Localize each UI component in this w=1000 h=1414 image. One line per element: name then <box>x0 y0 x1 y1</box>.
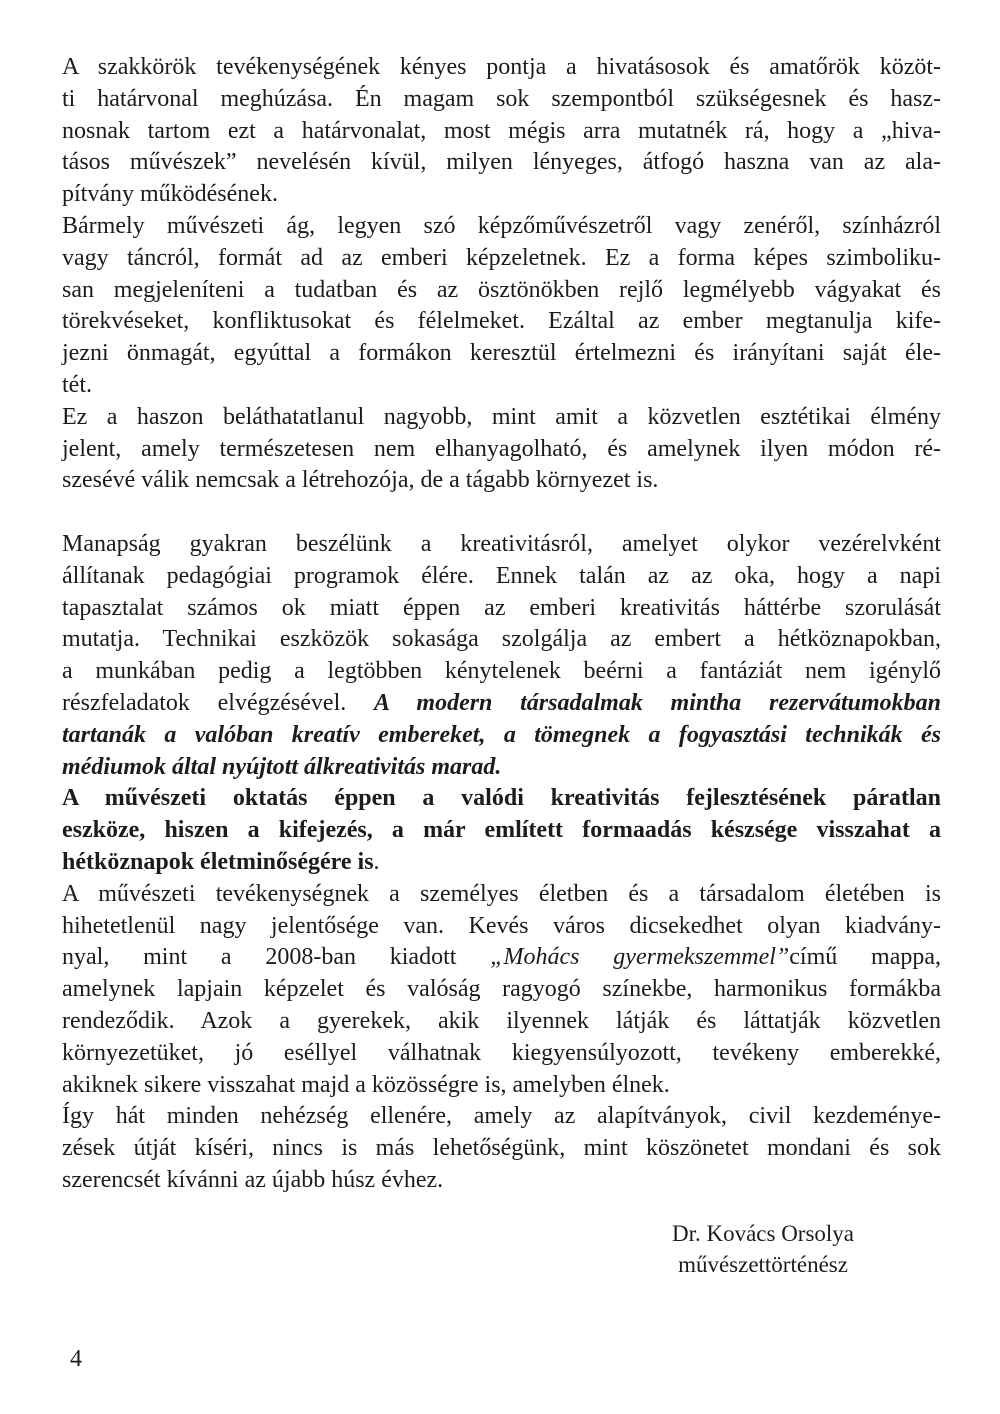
text-segment: nosnak tartom ezt a határvonalat, most mégis arra mutatnék rá, hogy a „hiva- <box>62 117 941 144</box>
text-segment: tásos művészek” nevelésén kívül, milyen lényeges, átfogó haszna van az ala- <box>62 149 941 176</box>
text-segment: hétköznapok életminőségére is <box>62 848 374 875</box>
text-line <box>62 116 941 148</box>
text-segment: . <box>373 848 380 875</box>
text-line <box>62 84 941 116</box>
text-segment: szerencsét kívánni az újabb húsz évhez. <box>62 1166 444 1193</box>
text-segment: mutatja. Technikai eszközök sokasága szolgálja az embert a hétköznapokban, <box>62 626 941 653</box>
page-number: 4 <box>70 1346 82 1372</box>
paragraph <box>62 1101 941 1196</box>
text-line <box>62 1133 941 1165</box>
text-line <box>62 815 941 847</box>
text-segment: részfeladatok elvégzésével. <box>62 689 374 716</box>
text-segment: zések útját kíséri, nincs is más lehetőségünk, mint köszönetet mondani és sok <box>62 1135 941 1162</box>
text-line <box>62 752 941 784</box>
text-line <box>62 624 941 656</box>
text-segment: című mappa, <box>789 944 941 971</box>
paragraph <box>62 529 941 783</box>
text-line <box>62 1006 941 1038</box>
text-line <box>62 275 941 307</box>
text-segment: A modern társadalmak mintha rezervátumokban <box>373 689 941 716</box>
text-line <box>62 879 941 911</box>
text-line <box>62 847 941 879</box>
text-line <box>62 402 941 434</box>
text-segment: törekvéseket, konfliktusokat és félelmeket. Ezáltal az ember megtanulja kife- <box>62 308 941 335</box>
text-line <box>62 465 941 497</box>
text-line <box>62 243 941 275</box>
text-segment: környezetüket, jó eséllyel válhatnak kiegyensúlyozott, tevékeny emberekké, <box>62 1039 941 1066</box>
text-line <box>62 306 941 338</box>
text-line <box>62 52 941 84</box>
text-segment: amelynek lapjain képzelet és valóság ragyogó színekbe, harmonikus formákba <box>62 976 941 1003</box>
text-line <box>62 561 941 593</box>
text-line <box>62 370 941 402</box>
paragraph <box>62 783 941 878</box>
text-segment: szesévé válik nemcsak a létrehozója, de a tágabb környezet is. <box>62 467 659 494</box>
text-segment: A művészeti tevékenységnek a személyes életben és a társadalom életében is <box>62 880 941 907</box>
text-segment: san megjeleníteni a tudatban és az ösztönökben rejlő legmélyebb vágyakat és <box>62 276 941 303</box>
text-segment: vagy táncról, formát ad az emberi képzeletnek. Ez a forma képes szimboliku- <box>62 244 941 271</box>
text-line <box>62 593 941 625</box>
text-line <box>62 942 941 974</box>
text-line <box>62 911 941 943</box>
text-segment: Így hát minden nehézség ellenére, amely az alapítványok, civil kezdeménye- <box>62 1103 941 1130</box>
text-segment: A művészeti oktatás éppen a valódi kreativitás fejlesztésének páratlan <box>62 785 941 812</box>
text-line <box>62 656 941 688</box>
text-segment: „Mohács gyermekszemmel” <box>490 944 790 971</box>
text-segment: a munkában pedig a legtöbben kénytelenek beérni a fantáziát nem igénylő <box>62 658 941 685</box>
text-segment: A szakkörök tevékenységének kényes pontja a hivatásosok és amatőrök közöt- <box>62 54 941 80</box>
text-segment: jelent, amely természetesen nem elhanyagolható, és amelynek ilyen módon ré- <box>62 435 941 462</box>
paragraph <box>62 402 941 497</box>
text-segment: jezni önmagát, egyúttal a formákon keresztül értelmezni és irányítani saját éle- <box>62 340 941 367</box>
text-segment: állítanak pedagógiai programok élére. Ennek talán az az oka, hogy a napi <box>62 562 941 589</box>
text-segment: tartanák a valóban kreatív embereket, a tömegnek a fogyasztási technikák és <box>62 721 941 748</box>
text-line <box>62 1165 941 1197</box>
text-segment: tapasztalat számos ok miatt éppen az emberi kreativitás háttérbe szorulását <box>62 594 941 621</box>
text-segment: Ez a haszon beláthatatlanul nagyobb, mint amit a közvetlen esztétikai élmény <box>62 403 941 430</box>
text-segment: hihetetlenül nagy jelentősége van. Kevés város dicsekedhet olyan kiadvány- <box>62 912 941 939</box>
text-segment: nyal, mint a 2008-ban kiadott <box>62 944 491 971</box>
paragraph <box>62 879 941 1102</box>
text-segment: eszköze, hiszen a kifejezés, a már említett formaadás készsége visszahat a <box>62 817 941 844</box>
paragraph <box>62 211 941 402</box>
signature-name: Dr. Kovács Orsolya <box>671 1221 855 1246</box>
text-segment: akiknek sikere visszahat majd a közösségre is, amelyben élnek. <box>62 1071 670 1098</box>
signature-block <box>563 1218 963 1280</box>
text-line <box>62 1101 941 1133</box>
text-segment: tét. <box>62 371 92 398</box>
text-line <box>62 688 941 720</box>
text-line <box>62 1070 941 1102</box>
text-segment: ti határvonal meghúzása. Én magam sok szempontból szükségesnek és hasz- <box>62 85 941 112</box>
text-line <box>62 147 941 179</box>
signature-title: művészettörténész <box>678 1252 848 1277</box>
text-line <box>62 179 941 211</box>
paragraph <box>62 52 941 211</box>
text-block <box>62 52 941 1197</box>
text-segment: pítvány működésének. <box>62 181 278 208</box>
text-line <box>62 783 941 815</box>
text-segment: médiumok által nyújtott álkreativitás marad. <box>62 753 502 780</box>
text-segment: Bármely művészeti ág, legyen szó képzőművészetről vagy zenéről, színházról <box>62 212 941 239</box>
text-line <box>62 338 941 370</box>
text-line <box>62 720 941 752</box>
text-segment: rendeződik. Azok a gyerekek, akik ilyennek látják és láttatják közvetlen <box>62 1007 941 1034</box>
text-segment: Manapság gyakran beszélünk a kreativitásról, amelyet olykor vezérelvként <box>62 530 941 557</box>
text-line <box>62 529 941 561</box>
text-line <box>62 1038 941 1070</box>
text-line <box>62 974 941 1006</box>
text-line <box>62 211 941 243</box>
text-line <box>62 434 941 466</box>
